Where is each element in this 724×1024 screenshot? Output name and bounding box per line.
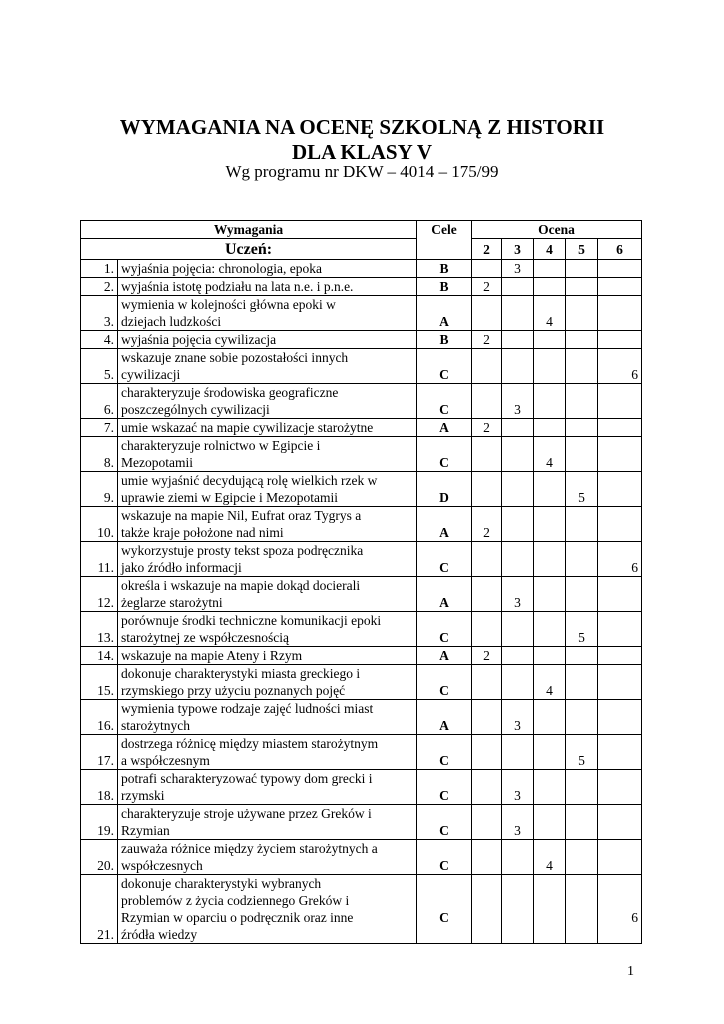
table-row bbox=[81, 770, 642, 805]
grade-cell-3: 3 bbox=[502, 577, 534, 612]
grade-cell-4 bbox=[534, 349, 566, 384]
requirement-text bbox=[118, 840, 417, 875]
grade-cell-3: 3 bbox=[502, 260, 534, 278]
requirement-text bbox=[118, 647, 417, 665]
requirement-line: zauważa różnice między życiem starożytnych a bbox=[121, 841, 378, 856]
grade-cell-3 bbox=[502, 296, 534, 331]
grade-cell-2 bbox=[472, 805, 502, 840]
requirement-line: żeglarze starożytni bbox=[121, 595, 223, 610]
grade-cell-4 bbox=[534, 472, 566, 507]
row-number: 10. bbox=[81, 507, 118, 542]
grade-cell-4 bbox=[534, 507, 566, 542]
table-row bbox=[81, 278, 642, 296]
goal-code: A bbox=[417, 296, 472, 331]
table-row bbox=[81, 840, 642, 875]
row-number: 19. bbox=[81, 805, 118, 840]
row-number: 11. bbox=[81, 542, 118, 577]
grade-cell-5 bbox=[566, 542, 598, 577]
requirement-line: problemów z życia codziennego Greków i bbox=[121, 893, 350, 908]
grade-cell-4 bbox=[534, 419, 566, 437]
document-title-class: DLA KLASY V bbox=[291, 140, 433, 164]
requirement-line: wyjaśnia istotę podziału na lata n.e. i p.n.e. bbox=[121, 279, 354, 294]
requirement-line: poszczególnych cywilizacji bbox=[121, 402, 270, 417]
row-number: 6. bbox=[81, 384, 118, 419]
requirement-line: wyjaśnia pojęcia cywilizacja bbox=[121, 332, 277, 347]
table-row bbox=[81, 577, 642, 612]
row-number: 18. bbox=[81, 770, 118, 805]
requirement-text bbox=[118, 278, 417, 296]
table-row bbox=[81, 805, 642, 840]
requirement-line: uprawie ziemi w Egipcie i Mezopotamii bbox=[121, 490, 339, 505]
row-number: 8. bbox=[81, 437, 118, 472]
grade-cell-2 bbox=[472, 260, 502, 278]
document-subtitle: Wg programu nr DKW – 4014 – 175/99 bbox=[225, 162, 499, 181]
grade-cell-3 bbox=[502, 647, 534, 665]
grade-header: 2 bbox=[472, 239, 502, 260]
requirement-line: rzymskiego przy użyciu poznanych pojęć bbox=[121, 683, 346, 698]
row-number: 7. bbox=[81, 419, 118, 437]
grade-cell-6 bbox=[598, 472, 642, 507]
grade-cell-5 bbox=[566, 805, 598, 840]
grade-cell-5 bbox=[566, 349, 598, 384]
grade-cell-6 bbox=[598, 647, 642, 665]
grade-cell-2: 2 bbox=[472, 419, 502, 437]
goal-code: A bbox=[417, 700, 472, 735]
requirement-line: Rzymian w oparciu o podręcznik oraz inne bbox=[121, 910, 354, 925]
grade-header: 6 bbox=[598, 239, 642, 260]
row-number: 9. bbox=[81, 472, 118, 507]
goal-code: A bbox=[417, 507, 472, 542]
grade-cell-5 bbox=[566, 507, 598, 542]
requirement-line: Rzymian bbox=[121, 823, 170, 838]
row-number: 20. bbox=[81, 840, 118, 875]
requirement-text bbox=[118, 612, 417, 647]
requirement-line: cywilizacji bbox=[121, 367, 181, 382]
row-number: 4. bbox=[81, 331, 118, 349]
grade-cell-6 bbox=[598, 770, 642, 805]
grade-header: 3 bbox=[502, 239, 534, 260]
grade-cell-4 bbox=[534, 542, 566, 577]
goal-code: D bbox=[417, 472, 472, 507]
grade-cell-2 bbox=[472, 296, 502, 331]
grade-cell-2 bbox=[472, 577, 502, 612]
grade-cell-5 bbox=[566, 260, 598, 278]
table-row bbox=[81, 472, 642, 507]
requirement-line: a współczesnym bbox=[121, 753, 210, 768]
requirement-line: dokonuje charakterystyki miasta greckiego i bbox=[121, 666, 361, 681]
grade-cell-6: 6 bbox=[598, 349, 642, 384]
requirement-text bbox=[118, 260, 417, 278]
table-row bbox=[81, 349, 642, 384]
grade-cell-4 bbox=[534, 260, 566, 278]
requirement-text bbox=[118, 472, 417, 507]
goal-code: C bbox=[417, 349, 472, 384]
requirement-text bbox=[118, 349, 417, 384]
requirement-line: jako źródło informacji bbox=[121, 560, 242, 575]
grade-cell-4: 4 bbox=[534, 665, 566, 700]
grade-cell-2 bbox=[472, 665, 502, 700]
row-number: 14. bbox=[81, 647, 118, 665]
grade-cell-3 bbox=[502, 875, 534, 944]
requirement-line: charakteryzuje środowiska geograficzne bbox=[121, 385, 339, 400]
grade-cell-2: 2 bbox=[472, 647, 502, 665]
grade-cell-4 bbox=[534, 278, 566, 296]
grade-cell-2 bbox=[472, 349, 502, 384]
grade-cell-3 bbox=[502, 507, 534, 542]
table-row bbox=[81, 260, 642, 278]
grade-cell-5: 5 bbox=[566, 612, 598, 647]
requirement-text bbox=[118, 735, 417, 770]
grade-cell-3 bbox=[502, 437, 534, 472]
grade-cell-5 bbox=[566, 331, 598, 349]
table-row bbox=[81, 437, 642, 472]
grade-cell-4 bbox=[534, 331, 566, 349]
grade-cell-2 bbox=[472, 735, 502, 770]
grade-cell-4 bbox=[534, 770, 566, 805]
grade-cell-2: 2 bbox=[472, 331, 502, 349]
requirement-text bbox=[118, 296, 417, 331]
goal-code: C bbox=[417, 875, 472, 944]
grade-cell-2: 2 bbox=[472, 507, 502, 542]
goal-code: B bbox=[417, 278, 472, 296]
requirement-text bbox=[118, 542, 417, 577]
requirement-text bbox=[118, 507, 417, 542]
grade-cell-6 bbox=[598, 665, 642, 700]
grade-cell-3: 3 bbox=[502, 700, 534, 735]
header-grade: Ocena bbox=[472, 221, 642, 239]
requirement-line: wymienia typowe rodzaje zajęć ludności miast bbox=[121, 701, 374, 716]
grade-cell-4 bbox=[534, 612, 566, 647]
grade-cell-6 bbox=[598, 577, 642, 612]
grade-cell-5 bbox=[566, 577, 598, 612]
grade-cell-3: 3 bbox=[502, 770, 534, 805]
requirement-line: starożytnych bbox=[121, 718, 190, 733]
header-goals: Cele bbox=[417, 221, 472, 260]
requirement-text bbox=[118, 577, 417, 612]
grade-cell-5 bbox=[566, 665, 598, 700]
row-number: 13. bbox=[81, 612, 118, 647]
goal-code: C bbox=[417, 665, 472, 700]
grade-cell-6 bbox=[598, 384, 642, 419]
grade-cell-5 bbox=[566, 419, 598, 437]
goal-code: C bbox=[417, 735, 472, 770]
requirement-line: określa i wskazuje na mapie dokąd docierali bbox=[121, 578, 361, 593]
grade-cell-6: 6 bbox=[598, 875, 642, 944]
grade-cell-2: 2 bbox=[472, 278, 502, 296]
requirement-text bbox=[118, 437, 417, 472]
table-row bbox=[81, 384, 642, 419]
grade-cell-6 bbox=[598, 735, 642, 770]
table-row bbox=[81, 507, 642, 542]
row-number: 2. bbox=[81, 278, 118, 296]
grade-cell-5 bbox=[566, 278, 598, 296]
header-requirements: Wymagania bbox=[81, 221, 417, 239]
grade-header: 4 bbox=[534, 239, 566, 260]
goal-code: C bbox=[417, 542, 472, 577]
grade-cell-6 bbox=[598, 840, 642, 875]
grade-cell-6 bbox=[598, 507, 642, 542]
requirement-text bbox=[118, 700, 417, 735]
grade-cell-6 bbox=[598, 805, 642, 840]
grade-cell-3: 3 bbox=[502, 384, 534, 419]
grade-cell-5 bbox=[566, 875, 598, 944]
requirement-line: źródła wiedzy bbox=[121, 927, 198, 942]
grade-cell-3 bbox=[502, 840, 534, 875]
grade-cell-2 bbox=[472, 437, 502, 472]
grade-cell-5 bbox=[566, 296, 598, 331]
requirement-line: wyjaśnia pojęcia: chronologia, epoka bbox=[121, 261, 322, 276]
requirement-line: umie wskazać na mapie cywilizacje starożytne bbox=[121, 420, 374, 435]
table-row bbox=[81, 875, 642, 944]
grade-cell-4 bbox=[534, 735, 566, 770]
grade-cell-5 bbox=[566, 384, 598, 419]
grade-cell-6: 6 bbox=[598, 542, 642, 577]
requirement-text bbox=[118, 331, 417, 349]
grade-cell-5 bbox=[566, 700, 598, 735]
grade-cell-3 bbox=[502, 331, 534, 349]
requirement-line: dokonuje charakterystyki wybranych bbox=[121, 876, 322, 891]
student-label: Uczeń: bbox=[81, 239, 417, 260]
grade-cell-2 bbox=[472, 840, 502, 875]
page-number: 1 bbox=[627, 964, 634, 979]
goal-code: C bbox=[417, 840, 472, 875]
document-title: WYMAGANIA NA OCENĘ SZKOLNĄ Z HISTORII bbox=[119, 115, 605, 139]
requirement-line: wymienia w kolejności główna epoki w bbox=[121, 297, 336, 312]
row-number: 12. bbox=[81, 577, 118, 612]
grade-cell-6 bbox=[598, 260, 642, 278]
grade-cell-5: 5 bbox=[566, 472, 598, 507]
goal-code: C bbox=[417, 384, 472, 419]
requirement-text bbox=[118, 770, 417, 805]
grade-cell-6 bbox=[598, 700, 642, 735]
requirement-line: Mezopotamii bbox=[121, 455, 193, 470]
table-row bbox=[81, 700, 642, 735]
requirement-line: porównuje środki techniczne komunikacji epoki bbox=[121, 613, 382, 628]
grade-cell-2 bbox=[472, 612, 502, 647]
goal-code: C bbox=[417, 770, 472, 805]
goal-code: C bbox=[417, 437, 472, 472]
row-number: 3. bbox=[81, 296, 118, 331]
grade-cell-2 bbox=[472, 472, 502, 507]
grade-cell-3 bbox=[502, 278, 534, 296]
table-row bbox=[81, 612, 642, 647]
goal-code: C bbox=[417, 805, 472, 840]
requirements-body bbox=[81, 260, 642, 944]
goal-code: A bbox=[417, 577, 472, 612]
grade-cell-4 bbox=[534, 384, 566, 419]
grade-cell-3 bbox=[502, 665, 534, 700]
table-row bbox=[81, 665, 642, 700]
goal-code: B bbox=[417, 260, 472, 278]
grade-cell-6 bbox=[598, 437, 642, 472]
requirement-line: potrafi scharakteryzować typowy dom grecki i bbox=[121, 771, 373, 786]
grade-cell-2 bbox=[472, 700, 502, 735]
goal-code: C bbox=[417, 612, 472, 647]
goal-code: A bbox=[417, 419, 472, 437]
row-number: 15. bbox=[81, 665, 118, 700]
grade-cell-6 bbox=[598, 296, 642, 331]
table-row bbox=[81, 735, 642, 770]
grade-header: 5 bbox=[566, 239, 598, 260]
requirement-text bbox=[118, 384, 417, 419]
requirement-text bbox=[118, 665, 417, 700]
grade-cell-5 bbox=[566, 437, 598, 472]
row-number: 21. bbox=[81, 875, 118, 944]
grade-cell-5 bbox=[566, 840, 598, 875]
grade-cell-3 bbox=[502, 472, 534, 507]
requirement-text bbox=[118, 875, 417, 944]
requirement-text bbox=[118, 805, 417, 840]
requirement-line: także kraje położone nad nimi bbox=[121, 525, 284, 540]
row-number: 1. bbox=[81, 260, 118, 278]
grade-cell-4 bbox=[534, 805, 566, 840]
requirement-line: wykorzystuje prosty tekst spoza podręcznika bbox=[121, 543, 364, 558]
requirement-line: dziejach ludzkości bbox=[121, 314, 222, 329]
requirements-table bbox=[80, 220, 642, 944]
table-row bbox=[81, 419, 642, 437]
grade-cell-5 bbox=[566, 770, 598, 805]
table-row bbox=[81, 542, 642, 577]
requirement-text bbox=[118, 419, 417, 437]
goal-code: A bbox=[417, 647, 472, 665]
grade-cell-3 bbox=[502, 349, 534, 384]
requirement-line: dostrzega różnicę między miastem starożytnym bbox=[121, 736, 379, 751]
row-number: 16. bbox=[81, 700, 118, 735]
grade-cell-4 bbox=[534, 700, 566, 735]
grade-cell-6 bbox=[598, 331, 642, 349]
grade-cell-3: 3 bbox=[502, 805, 534, 840]
requirement-line: wskazuje na mapie Nil, Eufrat oraz Tygrys a bbox=[121, 508, 362, 523]
grade-cell-3 bbox=[502, 542, 534, 577]
grade-cell-2 bbox=[472, 875, 502, 944]
requirement-line: rzymski bbox=[121, 788, 165, 803]
grade-cell-6 bbox=[598, 419, 642, 437]
requirement-line: wskazuje znane sobie pozostałości innych bbox=[121, 350, 349, 365]
requirement-line: umie wyjaśnić decydującą rolę wielkich rzek w bbox=[121, 473, 378, 488]
grade-cell-4: 4 bbox=[534, 840, 566, 875]
goal-code: B bbox=[417, 331, 472, 349]
requirement-line: charakteryzuje rolnictwo w Egipcie i bbox=[121, 438, 321, 453]
requirement-line: starożytnej ze współczesnością bbox=[121, 630, 289, 645]
grade-cell-4 bbox=[534, 647, 566, 665]
grade-cell-4 bbox=[534, 577, 566, 612]
row-number: 5. bbox=[81, 349, 118, 384]
grade-cell-6 bbox=[598, 612, 642, 647]
grade-cell-2 bbox=[472, 542, 502, 577]
grade-cell-4 bbox=[534, 875, 566, 944]
grade-cell-3 bbox=[502, 419, 534, 437]
requirement-line: współczesnych bbox=[121, 858, 203, 873]
table-row bbox=[81, 331, 642, 349]
grade-cell-3 bbox=[502, 612, 534, 647]
grade-cell-4: 4 bbox=[534, 296, 566, 331]
grade-cell-5 bbox=[566, 647, 598, 665]
grade-cell-5: 5 bbox=[566, 735, 598, 770]
grade-cell-3 bbox=[502, 735, 534, 770]
requirement-line: charakteryzuje stroje używane przez Greków i bbox=[121, 806, 372, 821]
requirement-line: wskazuje na mapie Ateny i Rzym bbox=[121, 648, 303, 663]
grade-cell-6 bbox=[598, 278, 642, 296]
grade-cell-2 bbox=[472, 384, 502, 419]
row-number: 17. bbox=[81, 735, 118, 770]
table-row bbox=[81, 647, 642, 665]
grade-cell-2 bbox=[472, 770, 502, 805]
table-row bbox=[81, 296, 642, 331]
grade-cell-4: 4 bbox=[534, 437, 566, 472]
